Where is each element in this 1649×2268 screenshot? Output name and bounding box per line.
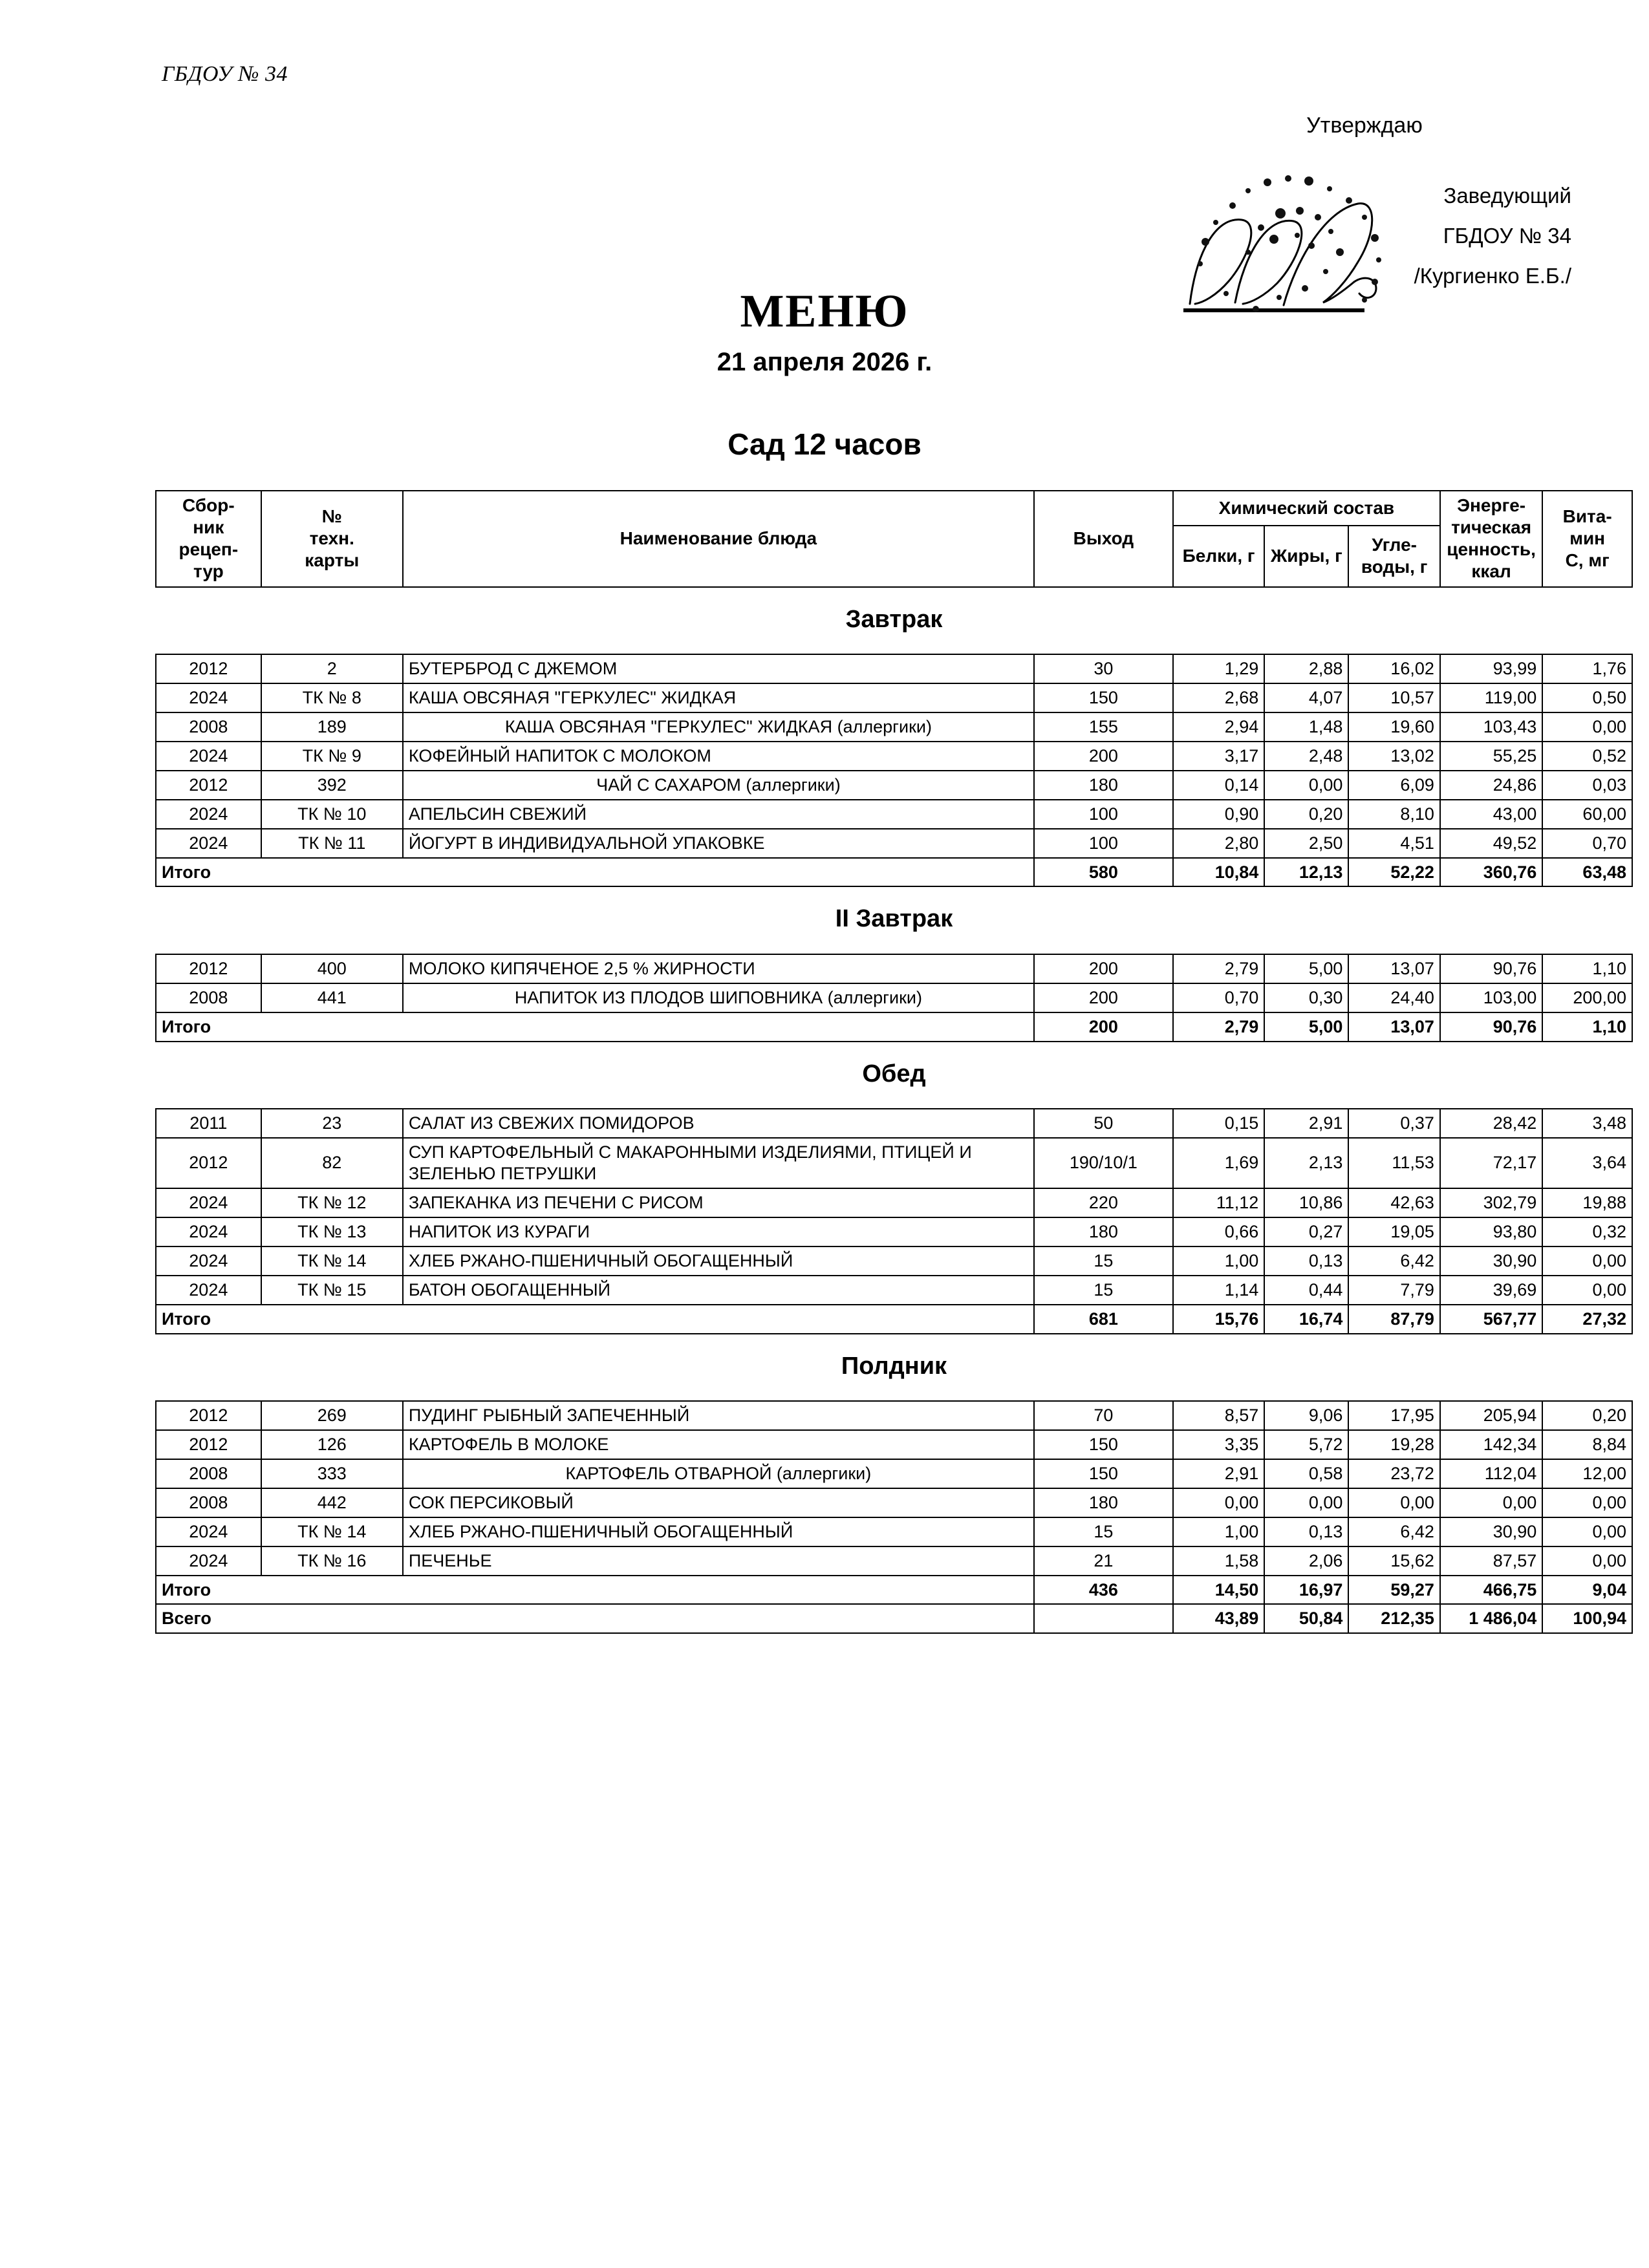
table-row bbox=[156, 1276, 1632, 1305]
section-header-row bbox=[156, 1042, 1632, 1109]
cell-proteins: 0,70 bbox=[1173, 983, 1264, 1012]
cell-fats: 1,48 bbox=[1264, 712, 1348, 742]
cell-carbs: 0,00 bbox=[1348, 1488, 1439, 1517]
header-collection-line2: ник bbox=[193, 517, 224, 538]
cell-carbs: 6,42 bbox=[1348, 1246, 1439, 1276]
header-output: Выход bbox=[1034, 491, 1173, 587]
section-title: Обед bbox=[156, 1042, 1632, 1109]
cell-energy: 30,90 bbox=[1440, 1517, 1542, 1546]
cell-carbs: 24,40 bbox=[1348, 983, 1439, 1012]
cell-tech-card: ТК № 11 bbox=[261, 829, 403, 858]
cell-dish-name: ПУДИНГ РЫБНЫЙ ЗАПЕЧЕННЫЙ bbox=[403, 1401, 1034, 1430]
approval-word: Утверждаю bbox=[1306, 113, 1423, 138]
total-output: 681 bbox=[1034, 1305, 1173, 1334]
total-fats: 12,13 bbox=[1264, 858, 1348, 887]
grand-total-output bbox=[1034, 1604, 1173, 1633]
cell-carbs: 17,95 bbox=[1348, 1401, 1439, 1430]
cell-tech-card: 441 bbox=[261, 983, 403, 1012]
cell-energy: 30,90 bbox=[1440, 1246, 1542, 1276]
cell-energy: 39,69 bbox=[1440, 1276, 1542, 1305]
header-proteins: Белки, г bbox=[1173, 526, 1264, 586]
cell-proteins: 0,66 bbox=[1173, 1217, 1264, 1246]
cell-carbs: 13,02 bbox=[1348, 742, 1439, 771]
cell-collection: 2024 bbox=[156, 1246, 261, 1276]
total-carbs: 59,27 bbox=[1348, 1576, 1439, 1605]
total-vitamin-c: 1,10 bbox=[1542, 1012, 1632, 1042]
cell-tech-card: ТК № 13 bbox=[261, 1217, 403, 1246]
cell-tech-card: 269 bbox=[261, 1401, 403, 1430]
cell-collection: 2012 bbox=[156, 954, 261, 983]
cell-vitamin-c: 0,20 bbox=[1542, 1401, 1632, 1430]
cell-carbs: 8,10 bbox=[1348, 800, 1439, 829]
total-proteins: 10,84 bbox=[1173, 858, 1264, 887]
total-proteins: 2,79 bbox=[1173, 1012, 1264, 1042]
approval-block bbox=[1138, 110, 1591, 301]
cell-vitamin-c: 0,03 bbox=[1542, 771, 1632, 800]
cell-vitamin-c: 200,00 bbox=[1542, 983, 1632, 1012]
table-row bbox=[156, 1109, 1632, 1138]
cell-proteins: 2,68 bbox=[1173, 683, 1264, 712]
cell-energy: 49,52 bbox=[1440, 829, 1542, 858]
cell-output: 200 bbox=[1034, 983, 1173, 1012]
cell-dish-name: КАША ОВСЯНАЯ "ГЕРКУЛЕС" ЖИДКАЯ (аллергики) bbox=[403, 712, 1034, 742]
cell-proteins: 0,90 bbox=[1173, 800, 1264, 829]
cell-dish-name: БАТОН ОБОГАЩЕННЫЙ bbox=[403, 1276, 1034, 1305]
cell-proteins: 2,91 bbox=[1173, 1459, 1264, 1488]
table-header bbox=[156, 491, 1632, 587]
total-carbs: 13,07 bbox=[1348, 1012, 1439, 1042]
cell-tech-card: ТК № 15 bbox=[261, 1276, 403, 1305]
cell-energy: 302,79 bbox=[1440, 1188, 1542, 1217]
cell-fats: 10,86 bbox=[1264, 1188, 1348, 1217]
header-vitamin-c bbox=[1542, 491, 1632, 587]
cell-vitamin-c: 19,88 bbox=[1542, 1188, 1632, 1217]
table-row bbox=[156, 1188, 1632, 1217]
cell-collection: 2024 bbox=[156, 683, 261, 712]
cell-fats: 5,00 bbox=[1264, 954, 1348, 983]
table-row bbox=[156, 983, 1632, 1012]
cell-vitamin-c: 0,00 bbox=[1542, 1246, 1632, 1276]
total-proteins: 15,76 bbox=[1173, 1305, 1264, 1334]
header-fats: Жиры, г bbox=[1264, 526, 1348, 586]
table-body bbox=[156, 587, 1632, 1634]
header-tech-card-line3: карты bbox=[305, 550, 360, 571]
cell-dish-name: ЧАЙ С САХАРОМ (аллергики) bbox=[403, 771, 1034, 800]
table-row bbox=[156, 1217, 1632, 1246]
grand-total-energy: 1 486,04 bbox=[1440, 1604, 1542, 1633]
section-title: Завтрак bbox=[156, 587, 1632, 654]
cell-proteins: 1,00 bbox=[1173, 1246, 1264, 1276]
table-row bbox=[156, 1517, 1632, 1546]
cell-collection: 2008 bbox=[156, 712, 261, 742]
cell-carbs: 15,62 bbox=[1348, 1546, 1439, 1576]
grand-total-label: Всего bbox=[156, 1604, 1034, 1633]
cell-tech-card: 400 bbox=[261, 954, 403, 983]
cell-energy: 205,94 bbox=[1440, 1401, 1542, 1430]
cell-carbs: 19,60 bbox=[1348, 712, 1439, 742]
cell-tech-card: 126 bbox=[261, 1430, 403, 1459]
cell-fats: 4,07 bbox=[1264, 683, 1348, 712]
cell-energy: 28,42 bbox=[1440, 1109, 1542, 1138]
total-vitamin-c: 27,32 bbox=[1542, 1305, 1632, 1334]
header-carbs-line2: воды, г bbox=[1361, 557, 1428, 577]
cell-fats: 0,13 bbox=[1264, 1517, 1348, 1546]
cell-energy: 43,00 bbox=[1440, 800, 1542, 829]
table-row bbox=[156, 742, 1632, 771]
section-title: II Завтрак bbox=[156, 886, 1632, 954]
header-energy-value bbox=[1440, 491, 1542, 587]
cell-output: 220 bbox=[1034, 1188, 1173, 1217]
cell-proteins: 1,29 bbox=[1173, 654, 1264, 683]
header-collection-line3: рецеп- bbox=[178, 539, 239, 560]
cell-fats: 0,00 bbox=[1264, 771, 1348, 800]
cell-vitamin-c: 0,32 bbox=[1542, 1217, 1632, 1246]
cell-dish-name: ХЛЕБ РЖАНО-ПШЕНИЧНЫЙ ОБОГАЩЕННЫЙ bbox=[403, 1517, 1034, 1546]
table-row bbox=[156, 1138, 1632, 1188]
header-vitamin-line1: Вита- bbox=[1562, 506, 1612, 527]
cell-tech-card: 392 bbox=[261, 771, 403, 800]
cell-proteins: 2,79 bbox=[1173, 954, 1264, 983]
section-header-row bbox=[156, 1334, 1632, 1401]
cell-carbs: 6,42 bbox=[1348, 1517, 1439, 1546]
table-row bbox=[156, 654, 1632, 683]
cell-vitamin-c: 12,00 bbox=[1542, 1459, 1632, 1488]
cell-fats: 2,91 bbox=[1264, 1109, 1348, 1138]
header-collection bbox=[156, 491, 261, 587]
cell-collection: 2008 bbox=[156, 1488, 261, 1517]
cell-output: 15 bbox=[1034, 1276, 1173, 1305]
cell-energy: 119,00 bbox=[1440, 683, 1542, 712]
cell-energy: 93,99 bbox=[1440, 654, 1542, 683]
cell-proteins: 1,58 bbox=[1173, 1546, 1264, 1576]
cell-fats: 2,13 bbox=[1264, 1138, 1348, 1188]
cell-tech-card: 442 bbox=[261, 1488, 403, 1517]
cell-dish-name: НАПИТОК ИЗ КУРАГИ bbox=[403, 1217, 1034, 1246]
organization-name: ГБДОУ № 34 bbox=[162, 62, 288, 86]
cell-carbs: 0,37 bbox=[1348, 1109, 1439, 1138]
cell-proteins: 1,00 bbox=[1173, 1517, 1264, 1546]
cell-tech-card: ТК № 10 bbox=[261, 800, 403, 829]
cell-carbs: 7,79 bbox=[1348, 1276, 1439, 1305]
cell-output: 70 bbox=[1034, 1401, 1173, 1430]
cell-output: 150 bbox=[1034, 683, 1173, 712]
cell-vitamin-c: 8,84 bbox=[1542, 1430, 1632, 1459]
group-subtitle: Сад 12 часов bbox=[727, 427, 921, 461]
cell-tech-card: 189 bbox=[261, 712, 403, 742]
table-row bbox=[156, 954, 1632, 983]
cell-tech-card: 333 bbox=[261, 1459, 403, 1488]
cell-dish-name: КАША ОВСЯНАЯ "ГЕРКУЛЕС" ЖИДКАЯ bbox=[403, 683, 1034, 712]
cell-carbs: 42,63 bbox=[1348, 1188, 1439, 1217]
cell-collection: 2024 bbox=[156, 1276, 261, 1305]
cell-proteins: 2,80 bbox=[1173, 829, 1264, 858]
approval-organization: ГБДОУ № 34 bbox=[1443, 224, 1571, 248]
cell-vitamin-c: 60,00 bbox=[1542, 800, 1632, 829]
header-energy-line1: Энерге- bbox=[1457, 495, 1526, 515]
total-label: Итого bbox=[156, 1305, 1034, 1334]
cell-tech-card: ТК № 16 bbox=[261, 1546, 403, 1576]
approval-position: Заведующий bbox=[1443, 184, 1571, 208]
cell-dish-name: КАРТОФЕЛЬ ОТВАРНОЙ (аллергики) bbox=[403, 1459, 1034, 1488]
total-vitamin-c: 63,48 bbox=[1542, 858, 1632, 887]
cell-fats: 2,06 bbox=[1264, 1546, 1348, 1576]
cell-collection: 2024 bbox=[156, 1546, 261, 1576]
cell-energy: 72,17 bbox=[1440, 1138, 1542, 1188]
total-fats: 16,74 bbox=[1264, 1305, 1348, 1334]
cell-tech-card: ТК № 9 bbox=[261, 742, 403, 771]
grand-total-row bbox=[156, 1604, 1632, 1633]
cell-fats: 2,88 bbox=[1264, 654, 1348, 683]
header-tech-card-line2: техн. bbox=[309, 528, 354, 549]
cell-dish-name: КАРТОФЕЛЬ В МОЛОКЕ bbox=[403, 1430, 1034, 1459]
cell-collection: 2012 bbox=[156, 654, 261, 683]
cell-fats: 2,48 bbox=[1264, 742, 1348, 771]
table-row bbox=[156, 771, 1632, 800]
cell-dish-name: МОЛОКО КИПЯЧЕНОЕ 2,5 % ЖИРНОСТИ bbox=[403, 954, 1034, 983]
cell-dish-name: ЙОГУРТ В ИНДИВИДУАЛЬНОЙ УПАКОВКЕ bbox=[403, 829, 1034, 858]
cell-fats: 0,58 bbox=[1264, 1459, 1348, 1488]
header-collection-line1: Сбор- bbox=[182, 495, 235, 515]
table-row bbox=[156, 1546, 1632, 1576]
cell-output: 200 bbox=[1034, 742, 1173, 771]
cell-energy: 142,34 bbox=[1440, 1430, 1542, 1459]
cell-tech-card: 23 bbox=[261, 1109, 403, 1138]
cell-vitamin-c: 0,52 bbox=[1542, 742, 1632, 771]
cell-carbs: 16,02 bbox=[1348, 654, 1439, 683]
total-label: Итого bbox=[156, 1012, 1034, 1042]
header-dish-name: Наименование блюда bbox=[403, 491, 1034, 587]
table-row bbox=[156, 1459, 1632, 1488]
section-total-row bbox=[156, 1012, 1632, 1042]
total-output: 436 bbox=[1034, 1576, 1173, 1605]
cell-collection: 2024 bbox=[156, 1517, 261, 1546]
total-label: Итого bbox=[156, 858, 1034, 887]
cell-dish-name: ПЕЧЕНЬЕ bbox=[403, 1546, 1034, 1576]
cell-proteins: 0,00 bbox=[1173, 1488, 1264, 1517]
cell-output: 21 bbox=[1034, 1546, 1173, 1576]
cell-vitamin-c: 0,50 bbox=[1542, 683, 1632, 712]
cell-carbs: 23,72 bbox=[1348, 1459, 1439, 1488]
header-tech-card bbox=[261, 491, 403, 587]
cell-fats: 0,27 bbox=[1264, 1217, 1348, 1246]
section-total-row bbox=[156, 1305, 1632, 1334]
cell-collection: 2011 bbox=[156, 1109, 261, 1138]
total-vitamin-c: 9,04 bbox=[1542, 1576, 1632, 1605]
cell-proteins: 1,69 bbox=[1173, 1138, 1264, 1188]
section-title: Полдник bbox=[156, 1334, 1632, 1401]
cell-output: 15 bbox=[1034, 1246, 1173, 1276]
cell-output: 190/10/1 bbox=[1034, 1138, 1173, 1188]
cell-tech-card: ТК № 14 bbox=[261, 1246, 403, 1276]
cell-proteins: 0,14 bbox=[1173, 771, 1264, 800]
cell-collection: 2024 bbox=[156, 829, 261, 858]
document-title: МЕНЮ bbox=[740, 285, 909, 337]
cell-fats: 2,50 bbox=[1264, 829, 1348, 858]
cell-output: 180 bbox=[1034, 771, 1173, 800]
cell-vitamin-c: 1,10 bbox=[1542, 954, 1632, 983]
cell-tech-card: ТК № 8 bbox=[261, 683, 403, 712]
cell-collection: 2012 bbox=[156, 1138, 261, 1188]
cell-energy: 24,86 bbox=[1440, 771, 1542, 800]
cell-output: 100 bbox=[1034, 800, 1173, 829]
table-row bbox=[156, 829, 1632, 858]
grand-total-carbs: 212,35 bbox=[1348, 1604, 1439, 1633]
header-vitamin-line2: мин bbox=[1569, 528, 1606, 549]
cell-proteins: 8,57 bbox=[1173, 1401, 1264, 1430]
cell-output: 100 bbox=[1034, 829, 1173, 858]
cell-vitamin-c: 1,76 bbox=[1542, 654, 1632, 683]
cell-dish-name: ХЛЕБ РЖАНО-ПШЕНИЧНЫЙ ОБОГАЩЕННЫЙ bbox=[403, 1246, 1034, 1276]
cell-output: 200 bbox=[1034, 954, 1173, 983]
cell-fats: 9,06 bbox=[1264, 1401, 1348, 1430]
grand-total-fats: 50,84 bbox=[1264, 1604, 1348, 1633]
cell-dish-name: ЗАПЕКАНКА ИЗ ПЕЧЕНИ С РИСОМ bbox=[403, 1188, 1034, 1217]
cell-collection: 2024 bbox=[156, 1188, 261, 1217]
header-collection-line4: тур bbox=[193, 561, 224, 582]
cell-dish-name: СОК ПЕРСИКОВЫЙ bbox=[403, 1488, 1034, 1517]
document-date: 21 апреля 2026 г. bbox=[717, 348, 932, 376]
total-energy: 567,77 bbox=[1440, 1305, 1542, 1334]
table-row bbox=[156, 1246, 1632, 1276]
total-energy: 360,76 bbox=[1440, 858, 1542, 887]
table-row bbox=[156, 1401, 1632, 1430]
cell-proteins: 1,14 bbox=[1173, 1276, 1264, 1305]
total-energy: 90,76 bbox=[1440, 1012, 1542, 1042]
header-vitamin-line3: С, мг bbox=[1565, 550, 1610, 571]
cell-carbs: 4,51 bbox=[1348, 829, 1439, 858]
cell-fats: 5,72 bbox=[1264, 1430, 1348, 1459]
cell-tech-card: ТК № 14 bbox=[261, 1517, 403, 1546]
table-row bbox=[156, 683, 1632, 712]
menu-table bbox=[155, 490, 1633, 1634]
total-carbs: 87,79 bbox=[1348, 1305, 1439, 1334]
total-label: Итого bbox=[156, 1576, 1034, 1605]
header-energy-line2: тическая bbox=[1451, 517, 1532, 538]
cell-carbs: 6,09 bbox=[1348, 771, 1439, 800]
total-output: 200 bbox=[1034, 1012, 1173, 1042]
cell-tech-card: 82 bbox=[261, 1138, 403, 1188]
cell-output: 50 bbox=[1034, 1109, 1173, 1138]
cell-vitamin-c: 0,70 bbox=[1542, 829, 1632, 858]
cell-dish-name: СУП КАРТОФЕЛЬНЫЙ С МАКАРОННЫМИ ИЗДЕЛИЯМИ, ПТИЦЕЙ И ЗЕЛЕНЬЮ ПЕТРУШКИ bbox=[403, 1138, 1034, 1188]
cell-output: 155 bbox=[1034, 712, 1173, 742]
section-total-row bbox=[156, 1576, 1632, 1605]
cell-fats: 0,44 bbox=[1264, 1276, 1348, 1305]
grand-total-proteins: 43,89 bbox=[1173, 1604, 1264, 1633]
header-carbs-line1: Угле- bbox=[1372, 535, 1417, 555]
cell-collection: 2008 bbox=[156, 983, 261, 1012]
cell-vitamin-c: 0,00 bbox=[1542, 1488, 1632, 1517]
cell-tech-card: ТК № 12 bbox=[261, 1188, 403, 1217]
cell-proteins: 3,17 bbox=[1173, 742, 1264, 771]
cell-carbs: 11,53 bbox=[1348, 1138, 1439, 1188]
cell-vitamin-c: 3,48 bbox=[1542, 1109, 1632, 1138]
cell-dish-name: АПЕЛЬСИН СВЕЖИЙ bbox=[403, 800, 1034, 829]
cell-output: 180 bbox=[1034, 1217, 1173, 1246]
cell-collection: 2012 bbox=[156, 1401, 261, 1430]
grand-total-vitamin-c: 100,94 bbox=[1542, 1604, 1632, 1633]
section-header-row bbox=[156, 886, 1632, 954]
total-energy: 466,75 bbox=[1440, 1576, 1542, 1605]
table-row bbox=[156, 800, 1632, 829]
cell-dish-name: КОФЕЙНЫЙ НАПИТОК С МОЛОКОМ bbox=[403, 742, 1034, 771]
cell-proteins: 11,12 bbox=[1173, 1188, 1264, 1217]
cell-vitamin-c: 3,64 bbox=[1542, 1138, 1632, 1188]
cell-output: 180 bbox=[1034, 1488, 1173, 1517]
cell-dish-name: БУТЕРБРОД С ДЖЕМОМ bbox=[403, 654, 1034, 683]
cell-carbs: 13,07 bbox=[1348, 954, 1439, 983]
header-chemical-composition: Химический состав bbox=[1173, 491, 1440, 526]
cell-proteins: 2,94 bbox=[1173, 712, 1264, 742]
cell-energy: 93,80 bbox=[1440, 1217, 1542, 1246]
cell-output: 150 bbox=[1034, 1430, 1173, 1459]
header-energy-line3: ценность, bbox=[1447, 539, 1536, 560]
cell-vitamin-c: 0,00 bbox=[1542, 1517, 1632, 1546]
total-proteins: 14,50 bbox=[1173, 1576, 1264, 1605]
cell-collection: 2012 bbox=[156, 771, 261, 800]
cell-energy: 103,43 bbox=[1440, 712, 1542, 742]
cell-energy: 90,76 bbox=[1440, 954, 1542, 983]
cell-dish-name: НАПИТОК ИЗ ПЛОДОВ ШИПОВНИКА (аллергики) bbox=[403, 983, 1034, 1012]
cell-collection: 2024 bbox=[156, 800, 261, 829]
total-output: 580 bbox=[1034, 858, 1173, 887]
cell-fats: 0,13 bbox=[1264, 1246, 1348, 1276]
cell-output: 30 bbox=[1034, 654, 1173, 683]
header-energy-line4: ккал bbox=[1471, 561, 1511, 582]
table-row bbox=[156, 1488, 1632, 1517]
cell-output: 15 bbox=[1034, 1517, 1173, 1546]
cell-vitamin-c: 0,00 bbox=[1542, 1276, 1632, 1305]
total-fats: 16,97 bbox=[1264, 1576, 1348, 1605]
cell-collection: 2008 bbox=[156, 1459, 261, 1488]
cell-vitamin-c: 0,00 bbox=[1542, 712, 1632, 742]
cell-energy: 112,04 bbox=[1440, 1459, 1542, 1488]
cell-energy: 103,00 bbox=[1440, 983, 1542, 1012]
header-tech-card-line1: № bbox=[321, 506, 342, 527]
approval-signer-name: /Кургиенко Е.Б./ bbox=[1414, 263, 1571, 288]
cell-proteins: 3,35 bbox=[1173, 1430, 1264, 1459]
cell-fats: 0,00 bbox=[1264, 1488, 1348, 1517]
cell-tech-card: 2 bbox=[261, 654, 403, 683]
cell-output: 150 bbox=[1034, 1459, 1173, 1488]
table-row bbox=[156, 1430, 1632, 1459]
cell-carbs: 19,05 bbox=[1348, 1217, 1439, 1246]
cell-dish-name: САЛАТ ИЗ СВЕЖИХ ПОМИДОРОВ bbox=[403, 1109, 1034, 1138]
section-header-row bbox=[156, 587, 1632, 654]
cell-proteins: 0,15 bbox=[1173, 1109, 1264, 1138]
total-carbs: 52,22 bbox=[1348, 858, 1439, 887]
cell-energy: 0,00 bbox=[1440, 1488, 1542, 1517]
cell-energy: 55,25 bbox=[1440, 742, 1542, 771]
cell-energy: 87,57 bbox=[1440, 1546, 1542, 1576]
cell-collection: 2024 bbox=[156, 1217, 261, 1246]
cell-fats: 0,20 bbox=[1264, 800, 1348, 829]
total-fats: 5,00 bbox=[1264, 1012, 1348, 1042]
cell-fats: 0,30 bbox=[1264, 983, 1348, 1012]
table-row bbox=[156, 712, 1632, 742]
header-carbs bbox=[1348, 526, 1439, 586]
cell-vitamin-c: 0,00 bbox=[1542, 1546, 1632, 1576]
section-total-row bbox=[156, 858, 1632, 887]
cell-collection: 2012 bbox=[156, 1430, 261, 1459]
cell-carbs: 10,57 bbox=[1348, 683, 1439, 712]
cell-collection: 2024 bbox=[156, 742, 261, 771]
cell-carbs: 19,28 bbox=[1348, 1430, 1439, 1459]
